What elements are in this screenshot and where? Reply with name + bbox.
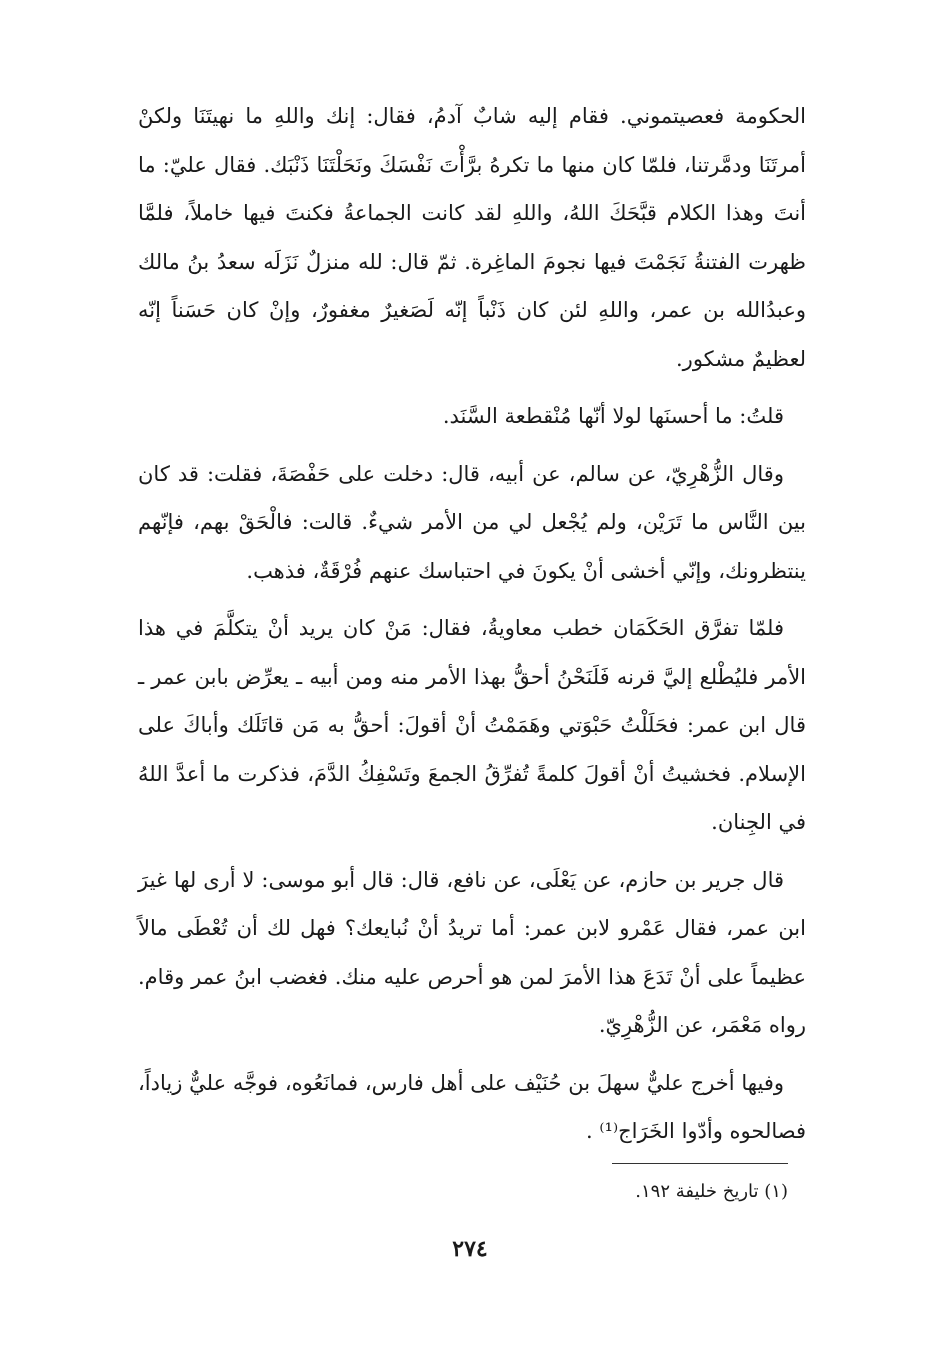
paragraph-5: قال جرير بن حازم، عن يَعْلَى، عن نافع، قال: قال أبو موسى: لا أرى لها غيرَ ابن عمر، فقال عَمْرو لابن عمر: أما تريدُ أنْ نُبايعك؟ فهل لك أن تُعْطَى مالاً عظيماً على أنْ تَدَعَ هذا الأمرَ لمن هو أحرص عليه منك. فغضب ابنُ عمر وقام. رواه مَعْمَر، عن الزُّهْرِيّ. [138,867,806,1037]
main-text-block [138,92,806,1165]
paragraph-4: فلمّا تفرَّق الحَكَمَان خطب معاويةُ، فقال: مَنْ كان يريد أنْ يتكلَّمَ في هذا الأمر فليُطْلع إليَّ قرنه فَلَنَحْنُ أحقُّ بهذا الأمر منه ومن أبيه ـ يعرِّض بابن عمر ـ قال ابن عمر: فحَلَلْتُ حَبْوَتي وهَمَمْتُ أنْ أقولَ: أحقُّ به مَن قاتَلَك وأباكَ على الإسلام. فخشيتُ أنْ أقولَ كلمةً تُفرِّقُ الجمعَ وتَسْفِكُ الدَّمَ، فذكرت ما أعدَّ اللهُ في الجِنان. [138,616,806,834]
page-number: ٢٧٤ [452,1236,488,1262]
paragraph-1: الحكومة فعصيتموني. فقام إليه شابٌ آدمُ، فقال: إنك واللهِ ما نهيتَنَا ولكنْ أمرتَنَا ودمَّرتنا، فلمّا كان منها ما تكرهُ برَّأْتَ نَفْسَكَ ونَحَلْتَنَا ذَنْبَك. فقال عليّ: ما أنتَ وهذا الكلام قبَّحَكَ اللهُ، واللهِ لقد كانت الجماعةُ فكنتَ فيها خاملاً، فلمَّا ظهرت الفتنةُ نَجَمْتَ فيها نجومَ الماغِرة. ثمّ قال: لله منزلٌ نَزَلَه سعدُ بنُ مالك وعبدُالله بن عمر، واللهِ لئن كان ذَنْباً إنّه لَصَغيرٌ مغفورٌ، وإنْ كان حَسَناً إنّه لعظيمٌ مشكور. [138,104,806,371]
footnote-divider [612,1163,788,1164]
footnote: (١) تاريخ خليفة ١٩٢. [635,1181,788,1202]
paragraph-6: وفيها أخرج عليٌّ سهلَ بن حُنَيْف على أهل فارس، فمانَعُوه، فوجَّه عليٌّ زياداً، فصالحوه وأدّوا الخَرَاج⁽¹⁾ . [138,1070,806,1143]
paragraph-2: قلتُ: ما أحسنَها لولا أنّها مُنْقطعة السَّنَد. [442,404,784,428]
paragraph-3: وقال الزُّهْرِيّ، عن سالم، عن أبيه، قال: دخلت على حَفْصَةَ، فقلت: قد كان بين النَّاس ما تَرَيْن، ولم يُجْعل لي من الأمر شيءٌ. قالت: فالْحَقْ بهم، فإنّهم ينتظرونك، وإنّي أخشى أنْ يكونَ في احتباسك عنهم فُرْقَةٌ، فذهب. [138,461,806,583]
